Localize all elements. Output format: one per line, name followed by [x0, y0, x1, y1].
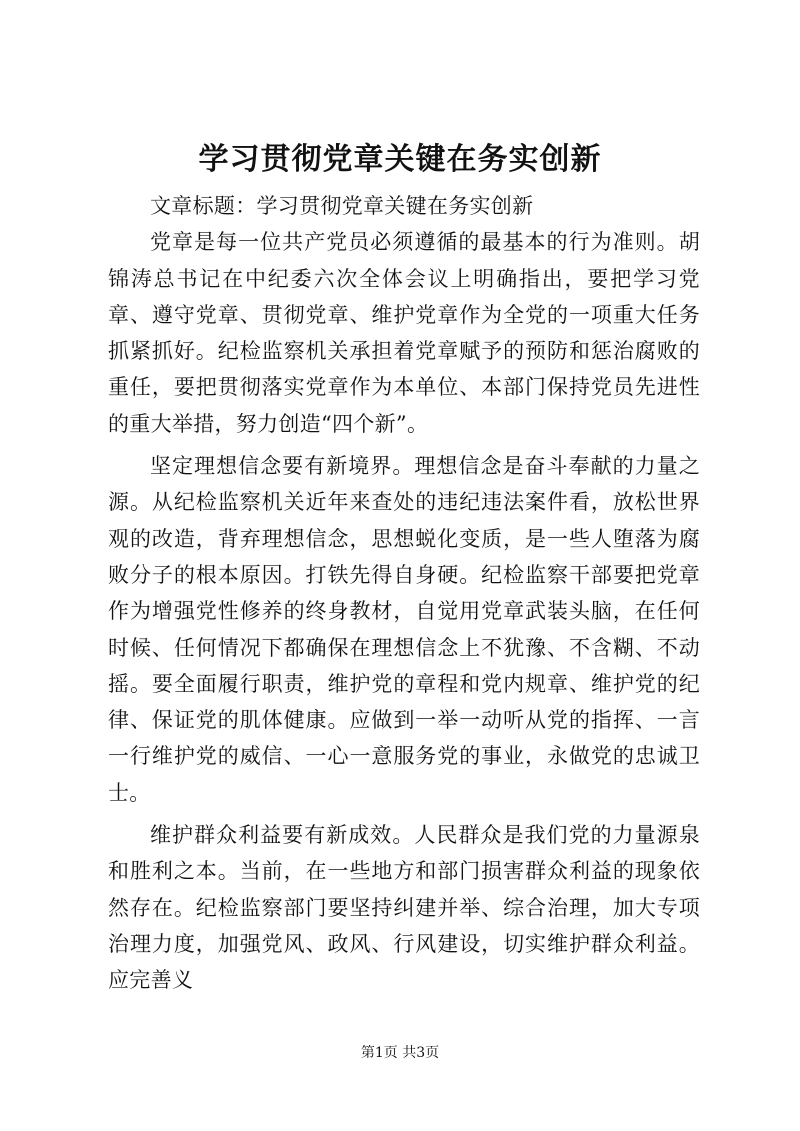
document-title: 学习贯彻党章关键在务实创新 [198, 142, 602, 177]
article-title-line: 文章标题：学习贯彻党章关键在务实创新 [150, 194, 534, 218]
paragraph-masses: 维护群众利益要有新成效。人民群众是我们党的力量源泉和胜利之本。当前，在一些地方和部门损害群众利益的现象依然存在。纪检监察部门要坚持纠建并举、综合治理，加大专项治理力度，加强党风、政风、行风建设，切实维护群众利益。应完善义 [108, 823, 700, 993]
page-footer: 第1页 共3页 [360, 1045, 440, 1061]
paragraph-intro: 党章是每一位共产党员必须遵循的最基本的行为准则。胡锦涛总书记在中纪委六次全体会议上明确指出，要把学习党章、遵守党章、贯彻党章、维护党章作为全党的一项重大任务抓紧抓好。纪检监察机关承担着党章赋予的预防和惩治腐败的重任，要把贯彻落实党章作为本单位、本部门保持党员先进性的重大举措，努力创造“四个新”。 [108, 230, 700, 436]
document-body [108, 188, 700, 999]
paragraph-ideals: 坚定理想信念要有新境界。理想信念是奋斗奉献的力量之源。从纪检监察机关近年来查处的违纪违法案件看，放松世界观的改造，背弃理想信念，思想蜕化变质，是一些人堕落为腐败分子的根本原因。打铁先得自身硬。纪检监察干部要把党章作为增强党性修养的终身教材，自觉用党章武装头脑，在任何时候、任何情况下都确保在理想信念上不犹豫、不含糊、不动摇。要全面履行职责，维护党的章程和党内规章、维护党的纪律、保证党的肌体健康。应做到一举一动听从党的指挥、一言一行维护党的威信、一心一意服务党的事业，永做党的忠诚卫士。 [108, 454, 700, 805]
